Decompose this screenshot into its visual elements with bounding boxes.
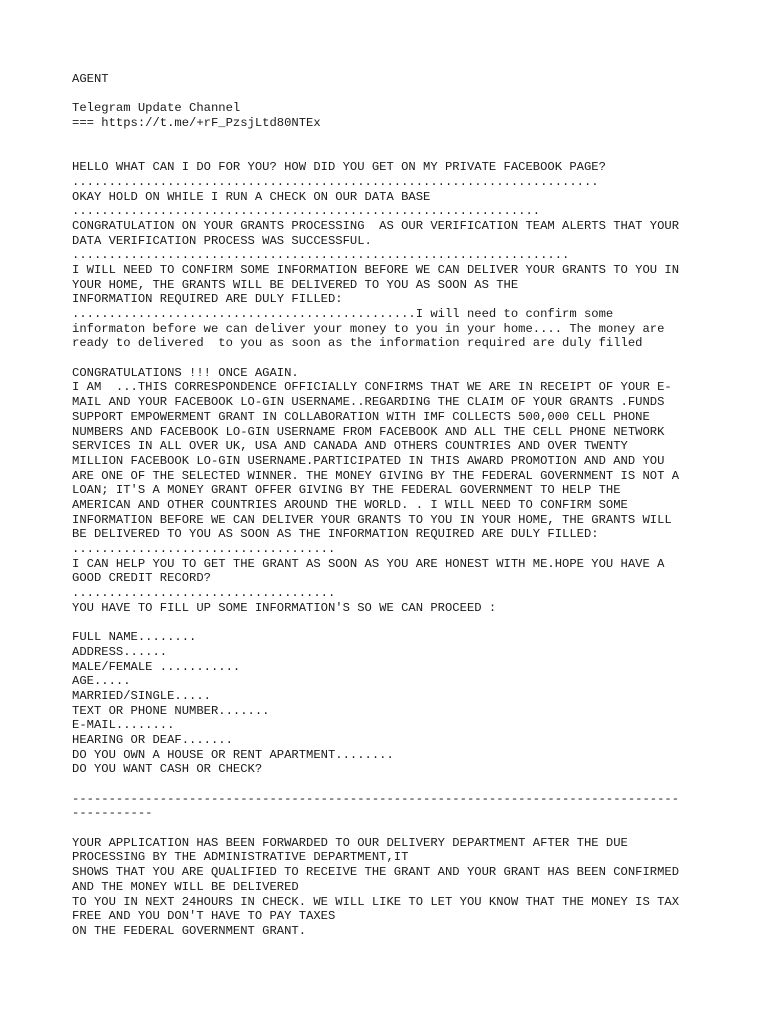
- document-line: YOUR HOME, THE GRANTS WILL BE DELIVERED TO YOU AS SOON AS THE: [72, 277, 519, 292]
- document-line: ................................................................: [72, 204, 541, 219]
- document-line: PROCESSING BY THE ADMINISTRATIVE DEPARTMENT,IT: [72, 850, 409, 865]
- document-line: ADDRESS......: [72, 644, 168, 659]
- document-line: INFORMATION REQUIRED ARE DULY FILLED:: [72, 292, 343, 307]
- document-line: YOUR APPLICATION HAS BEEN FORWARDED TO OUR DELIVERY DEPARTMENT AFTER THE DUE: [72, 835, 628, 850]
- document-line: [72, 87, 712, 102]
- document-line: CONGRATULATIONS !!! ONCE AGAIN.: [72, 365, 299, 380]
- document-line: SERVICES IN ALL OVER UK, USA AND CANADA AND OTHERS COUNTRIES AND OVER TWENTY: [72, 439, 628, 454]
- document-line: MARRIED/SINGLE.....: [72, 688, 211, 703]
- document-line: Telegram Update Channel: [72, 101, 241, 116]
- document-line: OKAY HOLD ON WHILE I RUN A CHECK ON OUR DATA BASE: [72, 189, 431, 204]
- document-line: ....................................: [72, 542, 336, 556]
- document-page: [72, 72, 712, 939]
- document-line: ........................................................................: [72, 174, 599, 189]
- document-line: MILLION FACEBOOK LO-GIN USERNAME.PARTICIPATED IN THIS AWARD PROMOTION AND AND YOU: [72, 453, 665, 468]
- document-line: FREE AND YOU DON'T HAVE TO PAY TAXES: [72, 909, 336, 924]
- document-line: ....................................................................: [72, 248, 570, 263]
- document-line: FULL NAME........: [72, 630, 197, 645]
- document-line: I CAN HELP YOU TO GET THE GRANT AS SOON AS YOU ARE HONEST WITH ME.HOPE YOU HAVE A: [72, 556, 665, 571]
- document-line: BE DELIVERED TO YOU AS SOON AS THE INFORMATION REQUIRED ARE DULY FILLED:: [72, 527, 599, 542]
- document-line: ready to delivered to you as soon as the information required are duly filled: [72, 336, 643, 351]
- document-line: ON THE FEDERAL GOVERNMENT GRANT.: [72, 923, 307, 938]
- document-line: DO YOU OWN A HOUSE OR RENT APARTMENT........: [72, 747, 394, 762]
- document-line: I WILL NEED TO CONFIRM SOME INFORMATION BEFORE WE CAN DELIVER YOUR GRANTS TO YOU IN: [72, 262, 680, 277]
- document-line: === https://t.me/+rF_PzsjLtd80NTEx: [72, 116, 321, 131]
- document-line: INFORMATION BEFORE WE CAN DELIVER YOUR GRANTS TO YOU IN YOUR HOME, THE GRANTS WILL: [72, 512, 672, 527]
- document-line: informaton before we can deliver your money to you in your home.... The money are: [72, 321, 665, 336]
- document-line: SUPPORT EMPOWERMENT GRANT IN COLLABORATION WITH IMF COLLECTS 500,000 CELL PHONE: [72, 409, 650, 424]
- document-line: SHOWS THAT YOU ARE QUALIFIED TO RECEIVE THE GRANT AND YOUR GRANT HAS BEEN CONFIRMED: [72, 865, 680, 880]
- document-line: MAIL AND YOUR FACEBOOK LO-GIN USERNAME..REGARDING THE CLAIM OF YOUR GRANTS .FUNDS: [72, 395, 665, 410]
- document-line: [72, 145, 712, 160]
- document-line: E-MAIL........: [72, 718, 175, 733]
- document-line: GOOD CREDIT RECORD?: [72, 571, 211, 586]
- document-line: HELLO WHAT CAN I DO FOR YOU? HOW DID YOU GET ON MY PRIVATE FACEBOOK PAGE?: [72, 160, 606, 175]
- document-line: [72, 821, 712, 836]
- document-line: -----------: [72, 806, 153, 821]
- document-line: AGE.....: [72, 674, 131, 689]
- document-line: MALE/FEMALE ...........: [72, 659, 241, 674]
- document-line: -----------------------------------------------------------------------------------: [72, 791, 680, 806]
- document-line: [72, 131, 712, 146]
- document-line: I AM ...THIS CORRESPONDENCE OFFICIALLY CONFIRMS THAT WE ARE IN RECEIPT OF YOUR E-: [72, 380, 672, 395]
- document-line: TO YOU IN NEXT 24HOURS IN CHECK. WE WILL LIKE TO LET YOU KNOW THAT THE MONEY IS TAX: [72, 894, 680, 909]
- document-line: ....................................: [72, 586, 336, 601]
- document-line: AGENT: [72, 72, 109, 86]
- document-line: AND THE MONEY WILL BE DELIVERED: [72, 879, 299, 894]
- document-line: TEXT OR PHONE NUMBER.......: [72, 703, 270, 718]
- document-line: HEARING OR DEAF.......: [72, 732, 233, 747]
- document-line: ARE ONE OF THE SELECTED WINNER. THE MONEY GIVING BY THE FEDERAL GOVERNMENT IS NOT A: [72, 468, 680, 483]
- document-line: [72, 777, 712, 792]
- document-line: [72, 351, 712, 366]
- document-line: YOU HAVE TO FILL UP SOME INFORMATION'S SO WE CAN PROCEED :: [72, 600, 497, 615]
- document-line: DATA VERIFICATION PROCESS WAS SUCCESSFUL.: [72, 233, 372, 248]
- document-line: NUMBERS AND FACEBOOK LO-GIN USERNAME FROM FACEBOOK AND ALL THE CELL PHONE NETWORK: [72, 424, 665, 439]
- document-line: DO YOU WANT CASH OR CHECK?: [72, 762, 263, 777]
- document-line: AMERICAN AND OTHER COUNTRIES AROUND THE WORLD. . I WILL NEED TO CONFIRM SOME: [72, 497, 628, 512]
- document-line: [72, 615, 712, 630]
- document-line: CONGRATULATION ON YOUR GRANTS PROCESSING AS OUR VERIFICATION TEAM ALERTS THAT YOUR: [72, 218, 680, 233]
- document-line: ...............................................I will need to confirm some: [72, 307, 614, 321]
- document-line: LOAN; IT'S A MONEY GRANT OFFER GIVING BY THE FEDERAL GOVERNMENT TO HELP THE: [72, 483, 621, 498]
